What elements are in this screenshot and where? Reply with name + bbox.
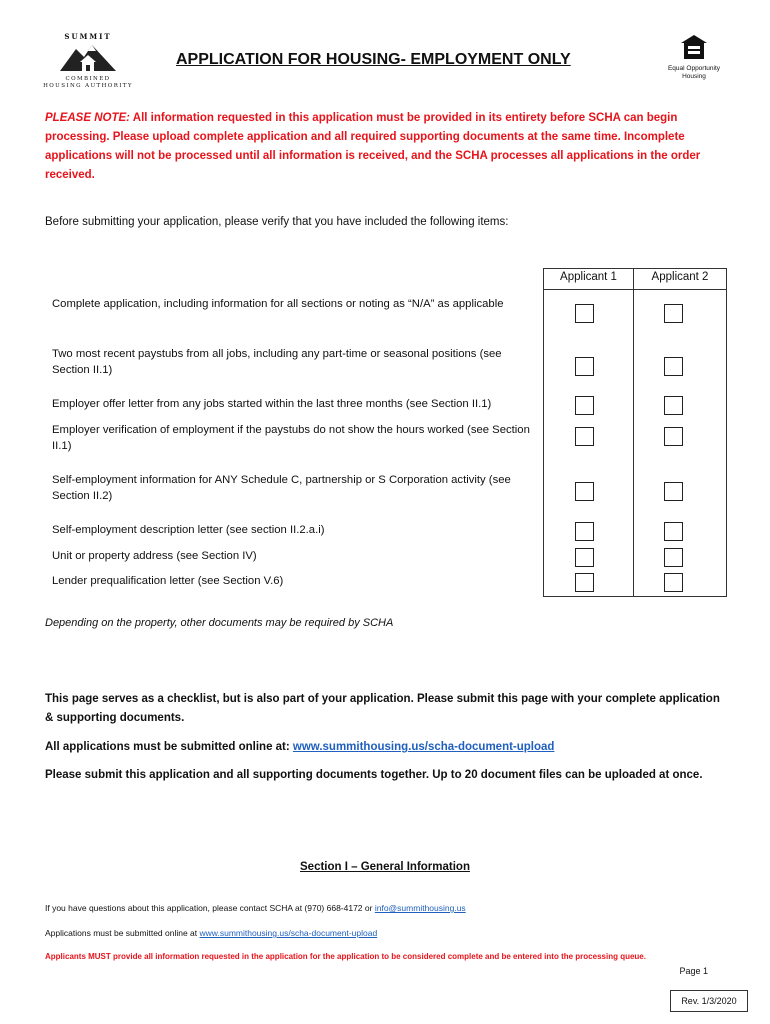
checklist-item: Self-employment description letter (see section II.2.a.i): [52, 524, 325, 536]
checklist-item: Employer verification of employment if the paystubs do not show the hours worked (see Section II.1): [52, 424, 530, 452]
checklist-item: Two most recent paystubs from all jobs, including any part-time or seasonal positions (see Section II.1): [52, 348, 502, 376]
checklist-item: Unit or property address (see Section IV): [52, 550, 257, 562]
online-small-text: Applications must be submitted online at: [45, 928, 198, 938]
checklist-item: Lender prequalification letter (see Section V.6): [52, 575, 284, 587]
checklist-note: This page serves as a checklist, but is also part of your application. Please submit this page with your complete application & supporting documents.: [45, 693, 720, 724]
revision-box: Rev. 1/3/2020: [670, 990, 748, 1012]
page-number: Page 1: [679, 966, 708, 976]
equal-housing-logo: [666, 34, 722, 81]
logo-bottom-text-1: COMBINED: [65, 76, 111, 82]
must-provide-text: Applicants MUST provide all information requested in the application for the application to be considered complete and be entered into the processing queue.: [45, 952, 646, 961]
submit-online-text: All applications must be submitted online at:: [45, 741, 290, 753]
eho-line1: Equal Opportunity: [667, 65, 721, 72]
please-note-lead: PLEASE NOTE:: [45, 112, 130, 124]
checkbox-applicant2-item8[interactable]: [664, 573, 683, 592]
depending-note: Depending on the property, other documents may be required by SCHA: [45, 617, 394, 629]
checkbox-applicant1-item8[interactable]: [575, 573, 594, 592]
email-link[interactable]: info@summithousing.us: [374, 903, 466, 913]
questions-text: If you have questions about this application, please contact SCHA at (970) 668-4172 or: [45, 903, 373, 913]
intro-text: Before submitting your application, please verify that you have included the following items:: [45, 216, 509, 228]
col-applicant-2: Applicant 2: [651, 271, 709, 283]
checkbox-applicant2-item5[interactable]: [664, 482, 683, 501]
checkbox-applicant1-item5[interactable]: [575, 482, 594, 501]
checkbox-applicant2-item3[interactable]: [664, 396, 683, 415]
please-note: [45, 109, 725, 185]
checkbox-applicant1-item3[interactable]: [575, 396, 594, 415]
questions-line: [45, 903, 466, 913]
checkbox-applicant2-item1[interactable]: [664, 304, 683, 323]
checkbox-applicant2-item7[interactable]: [664, 548, 683, 567]
submit-online-line: [45, 738, 725, 757]
col-applicant-1: Applicant 1: [560, 271, 617, 283]
upload-link[interactable]: www.summithousing.us/scha-document-upload: [292, 741, 555, 753]
eho-line2: Housing: [682, 73, 706, 80]
checklist-item: Complete application, including information for all sections or noting as “N/A” as applicable: [52, 298, 504, 310]
online-small-line: [45, 928, 377, 938]
please-note-text: All information requested in this application must be provided in its entirety before SCHA can begin processing. Please upload complete application and all required supporting documents at the same time. Incomplete applications will not be processed until all information is received, and the SCHA processes all applications in the order received.: [45, 112, 701, 181]
checkbox-applicant1-item4[interactable]: [575, 427, 594, 446]
checkbox-applicant1-item6[interactable]: [575, 522, 594, 541]
equal-housing-icon: [680, 34, 708, 60]
scha-logo: [40, 32, 136, 90]
checkbox-applicant2-item2[interactable]: [664, 357, 683, 376]
checklist-item: Employer offer letter from any jobs started within the last three months (see Section II.1): [52, 398, 492, 410]
submit-together: Please submit this application and all supporting documents together. Up to 20 document files can be uploaded at once.: [45, 769, 703, 781]
logo-bottom-text-2: HOUSING AUTHORITY: [43, 83, 133, 89]
section-heading: Section I – General Information: [300, 861, 470, 873]
checkbox-applicant1-item7[interactable]: [575, 548, 594, 567]
checkbox-applicant2-item6[interactable]: [664, 522, 683, 541]
checkbox-applicant2-item4[interactable]: [664, 427, 683, 446]
mountain-logo-icon: [58, 41, 118, 71]
upload-link-small[interactable]: www.summithousing.us/scha-document-upload: [199, 928, 378, 938]
checklist-item: Self-employment information for ANY Schedule C, partnership or S Corporation activity (see Section II.2): [52, 474, 511, 502]
checkbox-applicant1-item2[interactable]: [575, 357, 594, 376]
checkbox-applicant1-item1[interactable]: [575, 304, 594, 323]
logo-top-text: SUMMIT: [64, 32, 112, 41]
page-title: APPLICATION FOR HOUSING- EMPLOYMENT ONLY: [176, 51, 571, 68]
